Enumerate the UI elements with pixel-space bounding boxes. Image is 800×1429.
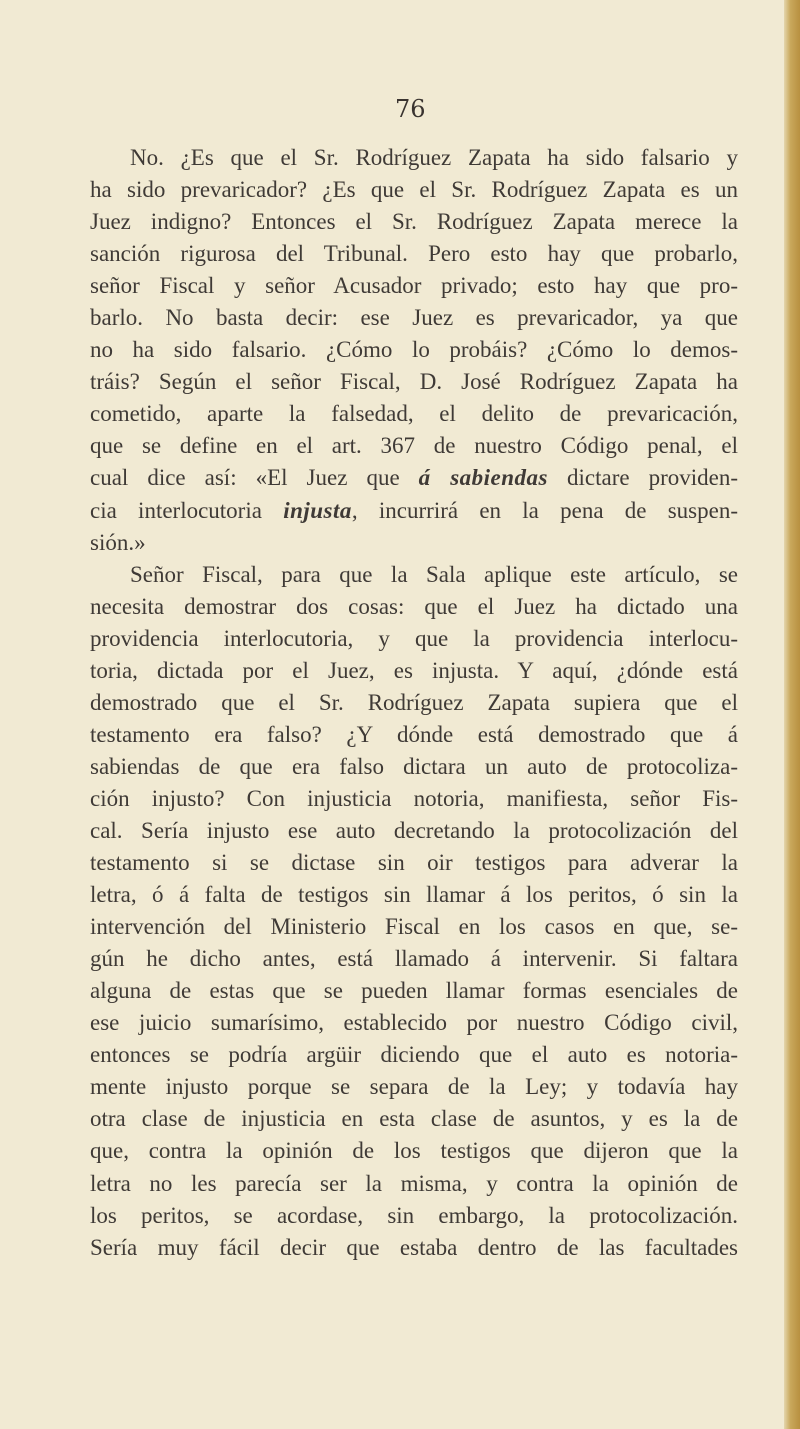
text-line [90, 815, 738, 847]
text-line [90, 270, 738, 302]
text-line [90, 655, 738, 687]
text-segment: ese juicio sumarísimo, establecido por nuestro Código civil, [90, 1010, 738, 1036]
text-segment: necesita demostrar dos cosas: que el Juez ha dictado una [90, 593, 738, 619]
italic-emphasis: á sabiendas [418, 465, 548, 491]
text-segment: que se define en el art. 367 de nuestro Código penal, el [90, 433, 738, 459]
text-segment: providencia interlocutoria, y que la providencia interlocu- [90, 625, 738, 651]
text-segment: Juez indigno? Entonces el Sr. Rodríguez Zapata merece la [90, 209, 738, 235]
text-segment: sabiendas de que era falso dictara un auto de protocoliza- [90, 753, 738, 779]
text-line [90, 430, 738, 462]
text-line [90, 142, 738, 174]
text-line [90, 398, 738, 430]
text-segment: alguna de estas que se pueden llamar formas esenciales de [90, 978, 738, 1004]
text-segment: toria, dictada por el Juez, es injusta. Y aquí, ¿dónde está [90, 657, 738, 683]
text-line [90, 687, 738, 719]
text-line [90, 366, 738, 398]
text-line [90, 1071, 738, 1103]
text-line [90, 495, 738, 527]
text-segment: no ha sido falsario. ¿Cómo lo probáis? ¿Cómo lo demos- [90, 337, 738, 363]
text-segment: No. ¿Es que el Sr. Rodríguez Zapata ha sido falsario y [130, 145, 738, 170]
text-line [90, 334, 738, 366]
text-segment: letra no les parecía ser la misma, y contra la opinión de [90, 1170, 738, 1196]
text-line [90, 462, 738, 494]
text-line [90, 943, 738, 975]
italic-emphasis: injusta [283, 497, 352, 523]
text-segment: ción injusto? Con injusticia notoria, manifiesta, señor Fis- [90, 785, 738, 811]
text-line [90, 206, 738, 238]
text-segment: , incurrirá en la pena de suspen- [351, 497, 738, 523]
page-number: 76 [395, 95, 426, 123]
text-segment: mente injusto porque se separa de la Ley; y todavía hay [90, 1074, 738, 1100]
text-segment: Señor Fiscal, para que la Sala aplique este artículo, se [130, 561, 738, 587]
text-line [90, 1103, 738, 1135]
text-line [90, 1232, 738, 1264]
text-segment: barlo. No basta decir: ese Juez es prevaricador, ya que [90, 305, 738, 331]
text-line [90, 623, 738, 655]
text-segment: demostrado que el Sr. Rodríguez Zapata supiera que el [90, 689, 738, 715]
text-line [90, 783, 738, 815]
text-segment: señor Fiscal y señor Acusador privado; esto hay que pro- [90, 273, 738, 299]
text-segment: dictare providen- [547, 465, 738, 491]
text-line [90, 302, 738, 334]
text-line [90, 1200, 738, 1232]
text-segment: cometido, aparte la falsedad, el delito de prevaricación, [90, 401, 738, 427]
text-segment: sanción rigurosa del Tribunal. Pero esto hay que probarlo, [90, 241, 738, 267]
text-segment: otra clase de injusticia en esta clase de asuntos, y es la de [90, 1106, 738, 1132]
text-line [90, 1039, 738, 1071]
text-segment: cia interlocutoria [90, 497, 284, 523]
text-segment: letra, ó á falta de testigos sin llamar á los peritos, ó sin la [90, 882, 738, 908]
text-line [90, 1135, 738, 1167]
text-line [90, 879, 738, 911]
text-segment: Sería muy fácil decir que estaba dentro de las facultades [90, 1234, 738, 1260]
text-segment: cual dice así: «El Juez que [90, 465, 419, 491]
text-segment: testamento era falso? ¿Y dónde está demostrado que á [90, 721, 738, 747]
text-line [90, 1007, 738, 1039]
text-segment: los peritos, se acordase, sin embargo, la protocolización. [90, 1202, 738, 1228]
text-segment: intervención del Ministerio Fiscal en los casos en que, se- [90, 914, 738, 940]
text-segment: ha sido prevaricador? ¿Es que el Sr. Rodríguez Zapata es un [90, 177, 738, 203]
text-segment: entonces se podría argüir diciendo que el auto es notoria- [90, 1042, 738, 1068]
text-line [90, 1168, 738, 1200]
text-segment: sión.» [90, 529, 146, 555]
text-line [90, 559, 738, 591]
text-line [90, 847, 738, 879]
text-line [90, 719, 738, 751]
text-line [90, 751, 738, 783]
body-text [90, 142, 738, 1264]
text-line [90, 975, 738, 1007]
page-edge [784, 0, 800, 1429]
text-line [90, 174, 738, 206]
text-line [90, 911, 738, 943]
text-segment: cal. Sería injusto ese auto decretando la protocolización del [90, 817, 738, 843]
text-line [90, 238, 738, 270]
text-line [90, 527, 738, 559]
text-segment: tráis? Según el señor Fiscal, D. José Rodríguez Zapata ha [90, 369, 738, 395]
text-segment: gún he dicho antes, está llamado á intervenir. Si faltara [90, 946, 738, 972]
text-segment: que, contra la opinión de los testigos que dijeron que la [90, 1138, 738, 1164]
text-line [90, 591, 738, 623]
text-segment: testamento si se dictase sin oir testigos para adverar la [90, 850, 738, 876]
